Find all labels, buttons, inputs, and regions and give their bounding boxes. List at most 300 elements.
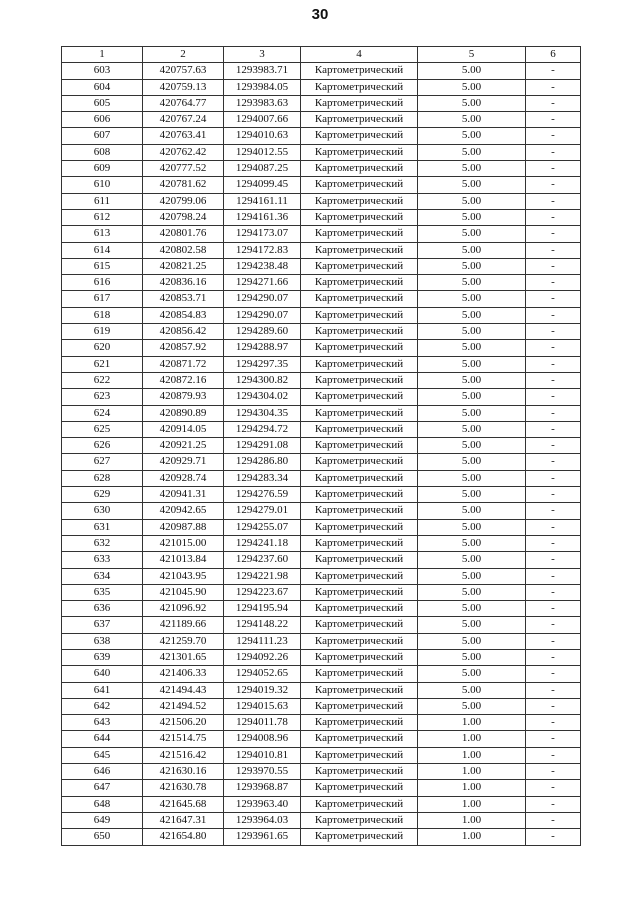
table-row — [62, 617, 581, 633]
point-number-cell: 641 — [62, 682, 143, 698]
point-number-cell: 618 — [62, 307, 143, 323]
method-cell: Картометрический — [301, 307, 418, 323]
table-row — [62, 144, 581, 160]
extra-cell: - — [526, 649, 581, 665]
x-coordinate-cell: 421506.20 — [143, 715, 224, 731]
table-row — [62, 112, 581, 128]
y-coordinate-cell: 1294297.35 — [224, 356, 301, 372]
column-header: 5 — [418, 47, 526, 63]
point-number-cell: 645 — [62, 747, 143, 763]
point-number-cell: 650 — [62, 829, 143, 845]
y-coordinate-cell: 1294161.11 — [224, 193, 301, 209]
table-row — [62, 698, 581, 714]
extra-cell: - — [526, 715, 581, 731]
x-coordinate-cell: 421096.92 — [143, 601, 224, 617]
method-cell: Картометрический — [301, 503, 418, 519]
method-cell: Картометрический — [301, 812, 418, 828]
point-number-cell: 630 — [62, 503, 143, 519]
table-row — [62, 649, 581, 665]
accuracy-cell: 5.00 — [418, 649, 526, 665]
method-cell: Картометрический — [301, 568, 418, 584]
x-coordinate-cell: 421043.95 — [143, 568, 224, 584]
x-coordinate-cell: 421647.31 — [143, 812, 224, 828]
table-row — [62, 601, 581, 617]
x-coordinate-cell: 421494.52 — [143, 698, 224, 714]
accuracy-cell: 5.00 — [418, 535, 526, 551]
extra-cell: - — [526, 209, 581, 225]
point-number-cell: 638 — [62, 633, 143, 649]
point-number-cell: 626 — [62, 438, 143, 454]
point-number-cell: 631 — [62, 519, 143, 535]
table-row — [62, 568, 581, 584]
point-number-cell: 605 — [62, 95, 143, 111]
x-coordinate-cell: 420928.74 — [143, 470, 224, 486]
accuracy-cell: 5.00 — [418, 356, 526, 372]
method-cell: Картометрический — [301, 731, 418, 747]
method-cell: Картометрический — [301, 535, 418, 551]
y-coordinate-cell: 1293970.55 — [224, 764, 301, 780]
point-number-cell: 616 — [62, 275, 143, 291]
extra-cell: - — [526, 568, 581, 584]
y-coordinate-cell: 1294172.83 — [224, 242, 301, 258]
x-coordinate-cell: 421654.80 — [143, 829, 224, 845]
y-coordinate-cell: 1294111.23 — [224, 633, 301, 649]
method-cell: Картометрический — [301, 519, 418, 535]
x-coordinate-cell: 420781.62 — [143, 177, 224, 193]
x-coordinate-cell: 421045.90 — [143, 584, 224, 600]
extra-cell: - — [526, 470, 581, 486]
extra-cell: - — [526, 128, 581, 144]
table-row — [62, 454, 581, 470]
x-coordinate-cell: 420762.42 — [143, 144, 224, 160]
point-number-cell: 622 — [62, 372, 143, 388]
accuracy-cell: 5.00 — [418, 552, 526, 568]
method-cell: Картометрический — [301, 487, 418, 503]
point-number-cell: 635 — [62, 584, 143, 600]
accuracy-cell: 5.00 — [418, 438, 526, 454]
extra-cell: - — [526, 519, 581, 535]
table-row — [62, 633, 581, 649]
table-row — [62, 731, 581, 747]
table-row — [62, 79, 581, 95]
y-coordinate-cell: 1294015.63 — [224, 698, 301, 714]
y-coordinate-cell: 1294238.48 — [224, 258, 301, 274]
method-cell: Картометрический — [301, 421, 418, 437]
extra-cell: - — [526, 617, 581, 633]
table-row — [62, 226, 581, 242]
y-coordinate-cell: 1294286.80 — [224, 454, 301, 470]
method-cell: Картометрический — [301, 209, 418, 225]
y-coordinate-cell: 1294279.01 — [224, 503, 301, 519]
extra-cell: - — [526, 275, 581, 291]
point-number-cell: 623 — [62, 389, 143, 405]
point-number-cell: 646 — [62, 764, 143, 780]
y-coordinate-cell: 1294161.36 — [224, 209, 301, 225]
method-cell: Картометрический — [301, 470, 418, 486]
table-row — [62, 405, 581, 421]
extra-cell: - — [526, 552, 581, 568]
accuracy-cell: 5.00 — [418, 372, 526, 388]
extra-cell: - — [526, 258, 581, 274]
x-coordinate-cell: 420871.72 — [143, 356, 224, 372]
table-row — [62, 421, 581, 437]
accuracy-cell: 5.00 — [418, 568, 526, 584]
x-coordinate-cell: 421301.65 — [143, 649, 224, 665]
accuracy-cell: 5.00 — [418, 601, 526, 617]
table-row — [62, 128, 581, 144]
extra-cell: - — [526, 666, 581, 682]
x-coordinate-cell: 421259.70 — [143, 633, 224, 649]
x-coordinate-cell: 420798.24 — [143, 209, 224, 225]
y-coordinate-cell: 1294008.96 — [224, 731, 301, 747]
accuracy-cell: 5.00 — [418, 79, 526, 95]
accuracy-cell: 1.00 — [418, 731, 526, 747]
extra-cell: - — [526, 63, 581, 79]
method-cell: Картометрический — [301, 617, 418, 633]
point-number-cell: 633 — [62, 552, 143, 568]
y-coordinate-cell: 1294304.02 — [224, 389, 301, 405]
column-header: 3 — [224, 47, 301, 63]
y-coordinate-cell: 1294221.98 — [224, 568, 301, 584]
point-number-cell: 637 — [62, 617, 143, 633]
x-coordinate-cell: 421514.75 — [143, 731, 224, 747]
table-row — [62, 812, 581, 828]
table-row — [62, 438, 581, 454]
x-coordinate-cell: 420941.31 — [143, 487, 224, 503]
y-coordinate-cell: 1294087.25 — [224, 161, 301, 177]
extra-cell: - — [526, 405, 581, 421]
table-row — [62, 209, 581, 225]
x-coordinate-cell: 420799.06 — [143, 193, 224, 209]
extra-cell: - — [526, 682, 581, 698]
method-cell: Картометрический — [301, 144, 418, 160]
method-cell: Картометрический — [301, 764, 418, 780]
accuracy-cell: 1.00 — [418, 715, 526, 731]
page-number: 30 — [311, 6, 329, 23]
accuracy-cell: 5.00 — [418, 275, 526, 291]
x-coordinate-cell: 420872.16 — [143, 372, 224, 388]
method-cell: Картометрический — [301, 324, 418, 340]
y-coordinate-cell: 1294052.65 — [224, 666, 301, 682]
accuracy-cell: 5.00 — [418, 389, 526, 405]
method-cell: Картометрический — [301, 829, 418, 845]
extra-cell: - — [526, 324, 581, 340]
extra-cell: - — [526, 95, 581, 111]
point-number-cell: 625 — [62, 421, 143, 437]
extra-cell: - — [526, 438, 581, 454]
x-coordinate-cell: 420987.88 — [143, 519, 224, 535]
method-cell: Картометрический — [301, 715, 418, 731]
y-coordinate-cell: 1294010.63 — [224, 128, 301, 144]
method-cell: Картометрический — [301, 405, 418, 421]
table-row — [62, 63, 581, 79]
y-coordinate-cell: 1294011.78 — [224, 715, 301, 731]
y-coordinate-cell: 1293983.63 — [224, 95, 301, 111]
table-row — [62, 95, 581, 111]
method-cell: Картометрический — [301, 601, 418, 617]
point-number-cell: 648 — [62, 796, 143, 812]
accuracy-cell: 5.00 — [418, 503, 526, 519]
extra-cell: - — [526, 79, 581, 95]
y-coordinate-cell: 1294276.59 — [224, 487, 301, 503]
x-coordinate-cell: 420853.71 — [143, 291, 224, 307]
point-number-cell: 624 — [62, 405, 143, 421]
point-number-cell: 627 — [62, 454, 143, 470]
x-coordinate-cell: 421189.66 — [143, 617, 224, 633]
method-cell: Картометрический — [301, 63, 418, 79]
column-header: 2 — [143, 47, 224, 63]
table-row — [62, 275, 581, 291]
point-number-cell: 647 — [62, 780, 143, 796]
y-coordinate-cell: 1294304.35 — [224, 405, 301, 421]
table-header-row — [62, 47, 581, 63]
column-header: 1 — [62, 47, 143, 63]
point-number-cell: 607 — [62, 128, 143, 144]
method-cell: Картометрический — [301, 389, 418, 405]
x-coordinate-cell: 420921.25 — [143, 438, 224, 454]
accuracy-cell: 5.00 — [418, 682, 526, 698]
x-coordinate-cell: 420929.71 — [143, 454, 224, 470]
y-coordinate-cell: 1293963.40 — [224, 796, 301, 812]
table-row — [62, 242, 581, 258]
method-cell: Картометрический — [301, 177, 418, 193]
accuracy-cell: 5.00 — [418, 226, 526, 242]
extra-cell: - — [526, 796, 581, 812]
accuracy-cell: 5.00 — [418, 698, 526, 714]
method-cell: Картометрический — [301, 128, 418, 144]
extra-cell: - — [526, 698, 581, 714]
extra-cell: - — [526, 226, 581, 242]
table-body — [62, 63, 581, 845]
table-row — [62, 764, 581, 780]
x-coordinate-cell: 420856.42 — [143, 324, 224, 340]
method-cell: Картометрический — [301, 79, 418, 95]
y-coordinate-cell: 1293968.87 — [224, 780, 301, 796]
y-coordinate-cell: 1293961.65 — [224, 829, 301, 845]
point-number-cell: 610 — [62, 177, 143, 193]
y-coordinate-cell: 1294255.07 — [224, 519, 301, 535]
column-header: 6 — [526, 47, 581, 63]
extra-cell: - — [526, 633, 581, 649]
method-cell: Картометрический — [301, 552, 418, 568]
table-row — [62, 258, 581, 274]
table-row — [62, 715, 581, 731]
accuracy-cell: 5.00 — [418, 291, 526, 307]
point-number-cell: 614 — [62, 242, 143, 258]
method-cell: Картометрический — [301, 780, 418, 796]
y-coordinate-cell: 1294290.07 — [224, 291, 301, 307]
method-cell: Картометрический — [301, 275, 418, 291]
accuracy-cell: 5.00 — [418, 617, 526, 633]
extra-cell: - — [526, 144, 581, 160]
x-coordinate-cell: 421494.43 — [143, 682, 224, 698]
extra-cell: - — [526, 389, 581, 405]
table-row — [62, 389, 581, 405]
y-coordinate-cell: 1294173.07 — [224, 226, 301, 242]
point-number-cell: 620 — [62, 340, 143, 356]
accuracy-cell: 5.00 — [418, 487, 526, 503]
accuracy-cell: 5.00 — [418, 324, 526, 340]
accuracy-cell: 5.00 — [418, 307, 526, 323]
point-number-cell: 643 — [62, 715, 143, 731]
y-coordinate-cell: 1294092.26 — [224, 649, 301, 665]
table-row — [62, 584, 581, 600]
accuracy-cell: 5.00 — [418, 193, 526, 209]
method-cell: Картометрический — [301, 633, 418, 649]
extra-cell: - — [526, 487, 581, 503]
y-coordinate-cell: 1294290.07 — [224, 307, 301, 323]
accuracy-cell: 5.00 — [418, 633, 526, 649]
accuracy-cell: 5.00 — [418, 340, 526, 356]
table-row — [62, 177, 581, 193]
method-cell: Картометрический — [301, 112, 418, 128]
point-number-cell: 644 — [62, 731, 143, 747]
method-cell: Картометрический — [301, 242, 418, 258]
accuracy-cell: 5.00 — [418, 95, 526, 111]
x-coordinate-cell: 420857.92 — [143, 340, 224, 356]
x-coordinate-cell: 420763.41 — [143, 128, 224, 144]
point-number-cell: 632 — [62, 535, 143, 551]
point-number-cell: 613 — [62, 226, 143, 242]
table-row — [62, 519, 581, 535]
x-coordinate-cell: 420777.52 — [143, 161, 224, 177]
y-coordinate-cell: 1294007.66 — [224, 112, 301, 128]
accuracy-cell: 5.00 — [418, 470, 526, 486]
accuracy-cell: 5.00 — [418, 666, 526, 682]
extra-cell: - — [526, 829, 581, 845]
accuracy-cell: 5.00 — [418, 405, 526, 421]
y-coordinate-cell: 1294241.18 — [224, 535, 301, 551]
x-coordinate-cell: 420836.16 — [143, 275, 224, 291]
point-number-cell: 649 — [62, 812, 143, 828]
point-number-cell: 628 — [62, 470, 143, 486]
extra-cell: - — [526, 193, 581, 209]
y-coordinate-cell: 1294294.72 — [224, 421, 301, 437]
x-coordinate-cell: 421013.84 — [143, 552, 224, 568]
method-cell: Картометрический — [301, 356, 418, 372]
y-coordinate-cell: 1294271.66 — [224, 275, 301, 291]
accuracy-cell: 5.00 — [418, 128, 526, 144]
point-number-cell: 639 — [62, 649, 143, 665]
column-header: 4 — [301, 47, 418, 63]
method-cell: Картометрический — [301, 796, 418, 812]
extra-cell: - — [526, 356, 581, 372]
y-coordinate-cell: 1294237.60 — [224, 552, 301, 568]
method-cell: Картометрический — [301, 584, 418, 600]
y-coordinate-cell: 1294223.67 — [224, 584, 301, 600]
table-row — [62, 682, 581, 698]
x-coordinate-cell: 420801.76 — [143, 226, 224, 242]
extra-cell: - — [526, 372, 581, 388]
method-cell: Картометрический — [301, 649, 418, 665]
y-coordinate-cell: 1294195.94 — [224, 601, 301, 617]
extra-cell: - — [526, 454, 581, 470]
accuracy-cell: 1.00 — [418, 764, 526, 780]
table-row — [62, 356, 581, 372]
x-coordinate-cell: 420802.58 — [143, 242, 224, 258]
table-row — [62, 291, 581, 307]
point-number-cell: 606 — [62, 112, 143, 128]
x-coordinate-cell: 421015.00 — [143, 535, 224, 551]
point-number-cell: 619 — [62, 324, 143, 340]
y-coordinate-cell: 1294289.60 — [224, 324, 301, 340]
y-coordinate-cell: 1294288.97 — [224, 340, 301, 356]
y-coordinate-cell: 1294019.32 — [224, 682, 301, 698]
method-cell: Картометрический — [301, 454, 418, 470]
method-cell: Картометрический — [301, 291, 418, 307]
method-cell: Картометрический — [301, 372, 418, 388]
extra-cell: - — [526, 747, 581, 763]
y-coordinate-cell: 1294300.82 — [224, 372, 301, 388]
point-number-cell: 640 — [62, 666, 143, 682]
table-row — [62, 796, 581, 812]
accuracy-cell: 1.00 — [418, 829, 526, 845]
method-cell: Картометрический — [301, 340, 418, 356]
table-row — [62, 780, 581, 796]
x-coordinate-cell: 420879.93 — [143, 389, 224, 405]
method-cell: Картометрический — [301, 666, 418, 682]
extra-cell: - — [526, 764, 581, 780]
point-number-cell: 629 — [62, 487, 143, 503]
x-coordinate-cell: 421645.68 — [143, 796, 224, 812]
method-cell: Картометрический — [301, 747, 418, 763]
point-number-cell: 636 — [62, 601, 143, 617]
method-cell: Картометрический — [301, 193, 418, 209]
extra-cell: - — [526, 780, 581, 796]
x-coordinate-cell: 420854.83 — [143, 307, 224, 323]
table-row — [62, 470, 581, 486]
point-number-cell: 642 — [62, 698, 143, 714]
point-number-cell: 621 — [62, 356, 143, 372]
accuracy-cell: 5.00 — [418, 584, 526, 600]
point-number-cell: 604 — [62, 79, 143, 95]
x-coordinate-cell: 420942.65 — [143, 503, 224, 519]
extra-cell: - — [526, 503, 581, 519]
method-cell: Картометрический — [301, 161, 418, 177]
accuracy-cell: 1.00 — [418, 747, 526, 763]
table-row — [62, 487, 581, 503]
accuracy-cell: 5.00 — [418, 454, 526, 470]
extra-cell: - — [526, 291, 581, 307]
x-coordinate-cell: 421406.33 — [143, 666, 224, 682]
accuracy-cell: 5.00 — [418, 161, 526, 177]
accuracy-cell: 5.00 — [418, 112, 526, 128]
y-coordinate-cell: 1294283.34 — [224, 470, 301, 486]
x-coordinate-cell: 420821.25 — [143, 258, 224, 274]
coordinates-table — [61, 46, 581, 846]
table-row — [62, 503, 581, 519]
extra-cell: - — [526, 601, 581, 617]
y-coordinate-cell: 1294099.45 — [224, 177, 301, 193]
x-coordinate-cell: 421630.16 — [143, 764, 224, 780]
point-number-cell: 603 — [62, 63, 143, 79]
accuracy-cell: 5.00 — [418, 258, 526, 274]
table-row — [62, 340, 581, 356]
extra-cell: - — [526, 535, 581, 551]
x-coordinate-cell: 420759.13 — [143, 79, 224, 95]
method-cell: Картометрический — [301, 438, 418, 454]
accuracy-cell: 5.00 — [418, 63, 526, 79]
accuracy-cell: 5.00 — [418, 519, 526, 535]
point-number-cell: 634 — [62, 568, 143, 584]
y-coordinate-cell: 1294010.81 — [224, 747, 301, 763]
x-coordinate-cell: 420757.63 — [143, 63, 224, 79]
x-coordinate-cell: 420767.24 — [143, 112, 224, 128]
y-coordinate-cell: 1294012.55 — [224, 144, 301, 160]
extra-cell: - — [526, 161, 581, 177]
point-number-cell: 608 — [62, 144, 143, 160]
extra-cell: - — [526, 584, 581, 600]
